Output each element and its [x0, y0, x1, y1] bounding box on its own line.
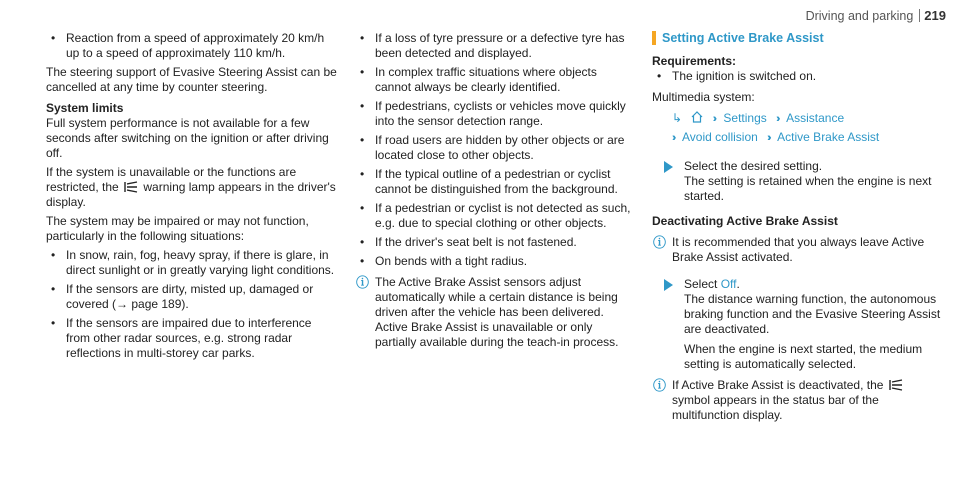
- paragraph: Full system performance is not available for a few seconds after switching on the ignition or after driving off.: [46, 116, 329, 160]
- chevron-right-icon: ››: [712, 113, 715, 125]
- column-1: [46, 31, 338, 365]
- instruction-step: [664, 277, 944, 372]
- list-item: • The ignition is switched on.: [652, 69, 944, 84]
- text: .: [736, 277, 740, 291]
- list-item: • Reaction from a speed of approximately 20 km/h up to a speed of approximately 110 km/h.: [46, 31, 338, 61]
- list-item: • If road users are hidden by other objects or are located close to other objects.: [355, 133, 635, 163]
- text: If the system is unavailable or the functions are restricted, the: [46, 165, 297, 194]
- path-step: Avoid collision: [682, 130, 758, 144]
- menu-path: [652, 109, 944, 147]
- header-divider: [919, 9, 920, 22]
- arrow-step-icon: [664, 161, 673, 173]
- step-text: The setting is retained when the engine is next started.: [684, 174, 932, 203]
- section-title: Setting Active Brake Assist: [652, 31, 944, 46]
- list-item: • If a pedestrian or cyclist is not detected as such, e.g. due to special clothing or other objects.: [355, 201, 635, 231]
- page-header: [806, 7, 946, 23]
- step-text: When the engine is next started, the medium setting is automatically selected.: [684, 342, 923, 371]
- info-note: [652, 378, 944, 423]
- text: Select: [684, 277, 718, 291]
- info-note: [355, 275, 635, 350]
- arrow-step-icon: [664, 279, 673, 291]
- list-item: • If the typical outline of a pedestrian or cyclist cannot be distinguished from the background.: [355, 167, 635, 197]
- home-icon: [691, 111, 703, 123]
- chevron-right-icon: ››: [776, 113, 778, 125]
- list-item: • If the sensors are dirty, misted up, damaged or covered (→ page 189).: [46, 282, 338, 312]
- page-number: 219: [924, 8, 946, 23]
- list-item: • On bends with a tight radius.: [355, 254, 635, 269]
- section-name: Driving and parking: [805, 9, 914, 23]
- paragraph: The steering support of Evasive Steering Assist can be cancelled at any time by counter steering.: [46, 65, 337, 94]
- step-text: [684, 277, 944, 292]
- list-item: • If pedestrians, cyclists or vehicles move quickly into the sensor detection range.: [355, 99, 635, 129]
- info-icon: ⓘ: [653, 378, 667, 393]
- subheading-system-limits: System limits: [46, 101, 124, 115]
- return-arrow-icon: ↳: [672, 111, 683, 125]
- step-text: The distance warning function, the autonomous braking function and the Evasive Steering Assist are deactivated.: [684, 292, 941, 336]
- list-item: • In snow, rain, fog, heavy spray, if there is glare, in direct sunlight or in greatly varying light conditions.: [46, 248, 338, 278]
- note-text: It is recommended that you always leave Active Brake Assist activated.: [672, 235, 925, 264]
- subheading-deactivating: Deactivating Active Brake Assist: [652, 214, 838, 228]
- paragraph: The system may be impaired or may not function, particularly in the following situations:: [46, 214, 309, 243]
- text: warning lamp appears in the driver's display.: [46, 180, 336, 209]
- note-text: symbol appears in the status bar of the multifunction display.: [672, 393, 879, 422]
- info-icon: ⓘ: [356, 275, 370, 290]
- list-item: • If the driver's seat belt is not fastened.: [355, 235, 635, 250]
- chevron-right-icon: ››: [767, 132, 769, 144]
- brake-assist-warning-lamp-icon: [124, 181, 138, 193]
- chevron-right-icon: ››: [672, 132, 674, 144]
- list-item: • In complex traffic situations where objects cannot always be clearly identified.: [355, 65, 635, 95]
- note-text: The Active Brake Assist sensors adjust automatically while a certain distance is being driven after the vehicle has been delivered. Active Brake Assist is unavailable or only partially available during the teach-in process.: [375, 275, 619, 349]
- info-icon: ⓘ: [653, 235, 667, 250]
- paragraph: Multimedia system:: [652, 90, 755, 104]
- note-text: If Active Brake Assist is deactivated, the: [672, 378, 884, 392]
- column-3: [652, 31, 944, 427]
- setting-value: Off: [720, 277, 737, 291]
- path-step: Active Brake Assist: [777, 130, 880, 144]
- column-2: [355, 31, 635, 354]
- brake-assist-off-icon: [889, 379, 903, 391]
- instruction-step: [664, 159, 944, 204]
- path-step: Settings: [723, 111, 767, 125]
- list-item: • If a loss of tyre pressure or a defective tyre has been detected and displayed.: [355, 31, 635, 61]
- info-note: [652, 235, 944, 265]
- paragraph-warning-lamp: [46, 165, 338, 210]
- subheading-requirements: Requirements:: [652, 54, 737, 68]
- list-item: • If the sensors are impaired due to interference from other radar sources, e.g. strong radar reflections in multi-storey car parks.: [46, 316, 338, 361]
- step-text: Select the desired setting.: [684, 159, 823, 173]
- path-step: Assistance: [786, 111, 845, 125]
